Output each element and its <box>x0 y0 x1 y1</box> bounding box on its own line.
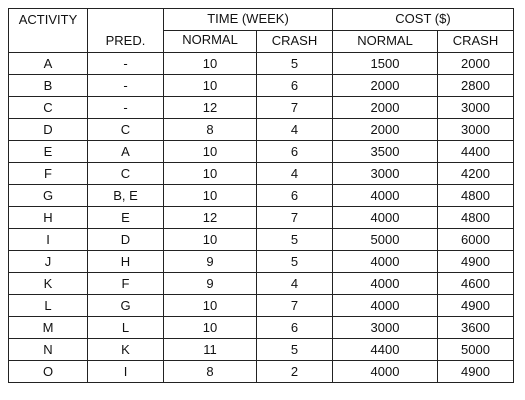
cost-normal-cell: 5000 <box>333 229 438 251</box>
activity-header-spacer <box>9 30 88 53</box>
time-normal-cell: 9 <box>164 273 257 295</box>
time-crash-cell: 7 <box>257 295 333 317</box>
activity-cell: M <box>9 317 88 339</box>
time-normal-cell: 12 <box>164 97 257 119</box>
time-normal-cell: 10 <box>164 229 257 251</box>
cost-crash-cell: 3000 <box>438 97 514 119</box>
cost-crash-cell: 2800 <box>438 75 514 97</box>
pred-header: PRED. <box>88 30 164 53</box>
cost-crash-cell: 4900 <box>438 295 514 317</box>
time-crash-cell: 6 <box>257 75 333 97</box>
time-group-header: TIME (WEEK) <box>164 9 333 31</box>
cost-crash-cell: 4600 <box>438 273 514 295</box>
table-row <box>9 97 514 119</box>
cost-crash-cell: 4900 <box>438 361 514 383</box>
cost-normal-cell: 3500 <box>333 141 438 163</box>
table-row <box>9 53 514 75</box>
table-row <box>9 229 514 251</box>
pred-cell: K <box>88 339 164 361</box>
cost-normal-cell: 2000 <box>333 119 438 141</box>
pred-cell: G <box>88 295 164 317</box>
time-crash-cell: 5 <box>257 53 333 75</box>
activity-cell: O <box>9 361 88 383</box>
cost-crash-cell: 4800 <box>438 207 514 229</box>
time-crash-cell: 6 <box>257 141 333 163</box>
time-crash-cell: 6 <box>257 185 333 207</box>
cost-normal-cell: 2000 <box>333 75 438 97</box>
activity-cell: C <box>9 97 88 119</box>
activity-cell: A <box>9 53 88 75</box>
pred-cell: C <box>88 119 164 141</box>
cost-normal-cell: 3000 <box>333 163 438 185</box>
time-crash-cell: 7 <box>257 97 333 119</box>
cost-crash-cell: 3600 <box>438 317 514 339</box>
cost-normal-cell: 4000 <box>333 207 438 229</box>
cost-normal-cell: 4400 <box>333 339 438 361</box>
pred-header-spacer <box>88 9 164 31</box>
cost-normal-header: NORMAL <box>333 30 438 53</box>
time-normal-cell: 10 <box>164 53 257 75</box>
activity-cell: I <box>9 229 88 251</box>
pred-cell: D <box>88 229 164 251</box>
pred-cell: E <box>88 207 164 229</box>
time-crash-cell: 4 <box>257 273 333 295</box>
cost-normal-cell: 2000 <box>333 97 438 119</box>
table-body <box>9 9 514 383</box>
activity-header: ACTIVITY <box>9 9 88 31</box>
activity-cell: F <box>9 163 88 185</box>
time-normal-cell: 12 <box>164 207 257 229</box>
table-row <box>9 185 514 207</box>
table-row <box>9 207 514 229</box>
table-row <box>9 141 514 163</box>
table-row <box>9 317 514 339</box>
cost-normal-cell: 4000 <box>333 251 438 273</box>
time-crash-cell: 6 <box>257 317 333 339</box>
cost-normal-cell: 4000 <box>333 273 438 295</box>
table-row <box>9 361 514 383</box>
activity-cell: B <box>9 75 88 97</box>
cost-crash-cell: 2000 <box>438 53 514 75</box>
time-normal-cell: 8 <box>164 119 257 141</box>
table-row <box>9 295 514 317</box>
time-normal-cell: 8 <box>164 361 257 383</box>
activity-cell: K <box>9 273 88 295</box>
time-crash-cell: 7 <box>257 207 333 229</box>
pred-cell: F <box>88 273 164 295</box>
time-normal-cell: 10 <box>164 317 257 339</box>
activity-cell: N <box>9 339 88 361</box>
cost-normal-cell: 4000 <box>333 185 438 207</box>
pred-cell: H <box>88 251 164 273</box>
time-normal-cell: 10 <box>164 295 257 317</box>
activity-cell: H <box>9 207 88 229</box>
table-row <box>9 273 514 295</box>
time-crash-cell: 5 <box>257 339 333 361</box>
time-crash-cell: 5 <box>257 229 333 251</box>
pred-cell: - <box>88 97 164 119</box>
cost-crash-cell: 4800 <box>438 185 514 207</box>
pred-cell: L <box>88 317 164 339</box>
cost-normal-cell: 3000 <box>333 317 438 339</box>
time-normal-cell: 11 <box>164 339 257 361</box>
cost-crash-cell: 5000 <box>438 339 514 361</box>
cost-crash-cell: 4200 <box>438 163 514 185</box>
time-crash-header: CRASH <box>257 30 333 53</box>
time-normal-header: NORMAL <box>164 30 257 53</box>
time-crash-cell: 4 <box>257 163 333 185</box>
time-normal-cell: 10 <box>164 163 257 185</box>
activity-cell: J <box>9 251 88 273</box>
time-crash-cell: 5 <box>257 251 333 273</box>
time-normal-cell: 9 <box>164 251 257 273</box>
cost-crash-cell: 4900 <box>438 251 514 273</box>
header-row-top <box>9 9 514 31</box>
cost-crash-cell: 4400 <box>438 141 514 163</box>
time-normal-cell: 10 <box>164 141 257 163</box>
activity-cell: G <box>9 185 88 207</box>
time-normal-cell: 10 <box>164 75 257 97</box>
header-row-sub <box>9 30 514 53</box>
table-row <box>9 163 514 185</box>
table-row <box>9 119 514 141</box>
cost-crash-header: CRASH <box>438 30 514 53</box>
cost-group-header: COST ($) <box>333 9 514 31</box>
cost-crash-cell: 6000 <box>438 229 514 251</box>
table-row <box>9 339 514 361</box>
activity-table <box>8 8 514 383</box>
cost-normal-cell: 4000 <box>333 295 438 317</box>
cost-crash-cell: 3000 <box>438 119 514 141</box>
table-row <box>9 251 514 273</box>
pred-cell: C <box>88 163 164 185</box>
pred-cell: A <box>88 141 164 163</box>
activity-cell: D <box>9 119 88 141</box>
time-normal-cell: 10 <box>164 185 257 207</box>
time-crash-cell: 2 <box>257 361 333 383</box>
pred-cell: B, E <box>88 185 164 207</box>
cost-normal-cell: 4000 <box>333 361 438 383</box>
time-crash-cell: 4 <box>257 119 333 141</box>
activity-cell: E <box>9 141 88 163</box>
activity-cell: L <box>9 295 88 317</box>
pred-cell: I <box>88 361 164 383</box>
pred-cell: - <box>88 75 164 97</box>
cost-normal-cell: 1500 <box>333 53 438 75</box>
table-row <box>9 75 514 97</box>
pred-cell: - <box>88 53 164 75</box>
